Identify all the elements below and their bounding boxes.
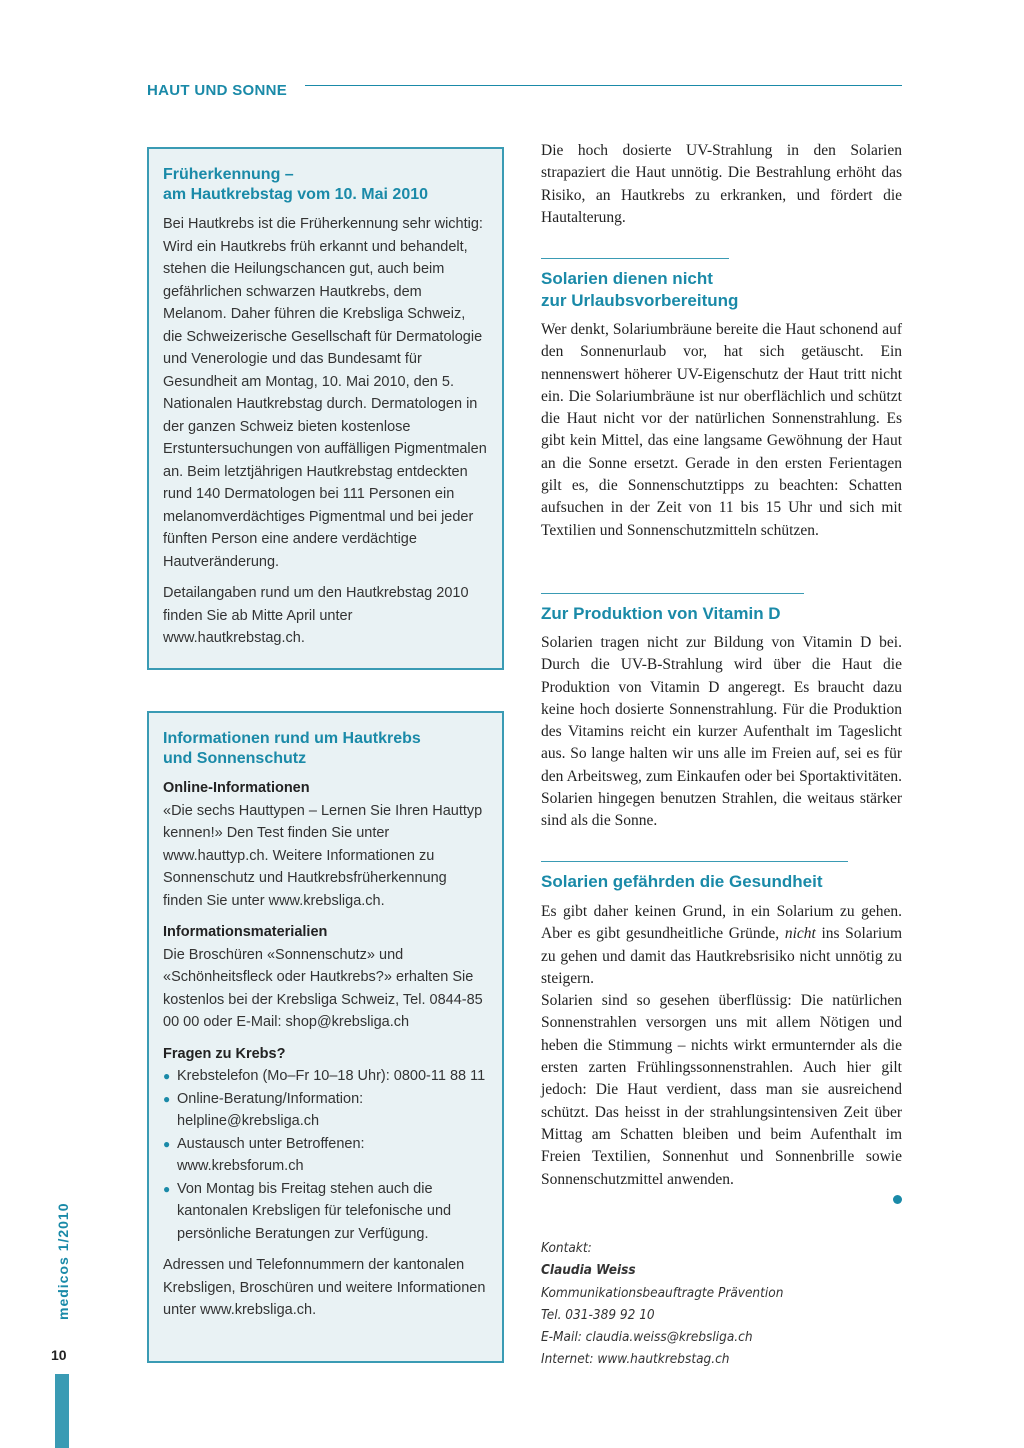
heading-gesundheit: Solarien gefährden die Gesundheit bbox=[541, 872, 823, 891]
list-item: ● Krebstelefon (Mo–Fr 10–18 Uhr): 0800-11 88 11 bbox=[163, 1065, 488, 1088]
section-rule bbox=[541, 258, 729, 259]
list-item: ● Von Montag bis Freitag stehen auch die kantonalen Krebsligen für telefonische und persönliche Beratungen zur Verfügung. bbox=[163, 1178, 488, 1246]
box-paragraph: «Die sechs Hauttypen – Lernen Sie Ihren Hauttyp kennen!» Den Test finden Sie unter www.hauttyp.ch. Weitere Informationen zu Sonnenschutz und Hautkrebsfrüherkennung finden Sie unter www.krebsliga.ch. bbox=[163, 802, 483, 909]
bullet-icon: ● bbox=[163, 1091, 171, 1106]
list-item: ● Online-Beratung/Information: helpline@krebsliga.ch bbox=[163, 1088, 488, 1133]
box-title: Früherkennung – am Hautkrebstag vom 10. Mai 2010 bbox=[163, 166, 429, 203]
contact-email: E-Mail: claudia.weiss@krebsliga.ch bbox=[541, 1329, 753, 1346]
bullet-icon: ● bbox=[163, 1181, 171, 1196]
section-header bbox=[147, 82, 902, 102]
bullet-icon: ● bbox=[163, 1136, 171, 1151]
subheading-questions: Fragen zu Krebs? bbox=[163, 1045, 286, 1062]
bullet-icon: ● bbox=[163, 1069, 171, 1083]
section-rule bbox=[541, 593, 804, 594]
box-paragraph: Adressen und Telefonnummern der kantonalen Krebsligen, Broschüren und weitere Informationen unter www.krebsliga.ch. bbox=[163, 1257, 486, 1318]
section-title: HAUT UND SONNE bbox=[147, 82, 291, 99]
contact-website: Internet: www.hautkrebstag.ch bbox=[541, 1351, 730, 1368]
page-number: 10 bbox=[51, 1347, 67, 1363]
box-paragraph: Detailangaben rund um den Hautkrebstag 2010 finden Sie ab Mitte April unter www.hautkrebstag.ch. bbox=[163, 585, 469, 646]
paragraph-gesundheit: Es gibt daher keinen Grund, in ein Solarium zu gehen. Aber es gibt gesundheitliche Gründe, nicht ins Solarium zu gehen und damit das Hautkrebsrisiko nicht unnötig zu steigern. Solarien sind so gesehen überflüssig: Die natürlichen Sonnenstrahlen versorgen uns mit allem Nötigen und heben die Stimmung – nichts wirkt ermunternder als die ersten zarten Frühlingssonnenstrahlen. Auch hier gilt jedoch: Die Haut verdient, dass man sie ausreichend schützt. Das heisst in der strahlungsintensiven Zeit über Mittag am Schatten bleiben und beim Aufenthalt im Freien Textilien, Sonnenhut und Sonnenbrille sowie Sonnenschutzmittel anwenden. bbox=[541, 903, 902, 1188]
subheading-online: Online-Informationen bbox=[163, 780, 310, 796]
box-title: Informationen rund um Hautkrebs und Sonnenschutz bbox=[163, 730, 421, 767]
box-paragraph: Bei Hautkrebs ist die Früherkennung sehr wichtig: Wird ein Hautkrebs früh erkannt und behandelt, stehen die Heilungschancen gut, auch beim gefährlichen schwarzen Hautkrebs, dem Melanom. Daher führen die Krebsliga Schweiz, die Schweizerische Gesellschaft für Dermatologie und Venerologie und das Bundesamt für Gesundheit am Montag, 10. Mai 2010, den 5. Nationalen Hautkrebstag durch. Dermatologen in der ganzen Schweiz bieten kostenlose Erstuntersuchungen von auffälligen Pigmentmalen an. Beim letztjährigen Hautkrebstag entdeckten rund 140 Dermatologen bei 111 Personen ein melanomverdächtiges Pigmentmal und bei jeder fünften Person eine andere verdächtige Hautveränderung. bbox=[163, 216, 487, 570]
section-rule bbox=[541, 861, 848, 862]
info-box-frueherkennung bbox=[147, 147, 504, 670]
paragraph-vitamin-d: Solarien tragen nicht zur Bildung von Vitamin D bei. Durch die UV-B-Strahlung wird über die Haut die Produktion von Vitamin D angeregt. Es braucht dazu keine hoch dosierte Sonnenstrahlung. Für die Produktion des Vitamins reicht ein kurzer Aufenthalt im Tageslicht aus. So lange halten wir uns alle im Freien auf, sei es für den Arbeitsweg, zum Einkaufen oder bei Sportaktivitäten. Solarien hingegen benutzen Strahlen, die weitaus stärker sind als die Sonne. bbox=[541, 634, 902, 830]
end-mark-icon bbox=[893, 1195, 902, 1204]
list-item: ● Austausch unter Betroffenen: www.krebsforum.ch bbox=[163, 1133, 488, 1178]
intro-paragraph: Die hoch dosierte UV-Strahlung in den Solarien strapaziert die Haut unnötig. Die Bestrahlung erhöht das Risiko, an Hautkrebs zu erkranken, und fördert die Hautalterung. bbox=[541, 142, 902, 226]
header-rule bbox=[305, 85, 902, 86]
side-accent-bar bbox=[55, 1374, 69, 1448]
contact-phone: Tel. 031-389 92 10 bbox=[541, 1306, 655, 1323]
subheading-materials: Informationsmaterialien bbox=[163, 924, 328, 940]
info-box-hautkrebs bbox=[147, 711, 504, 1363]
box-paragraph: Die Broschüren «Sonnenschutz» und «Schönheitsfleck oder Hautkrebs?» erhalten Sie kostenlos bei der Krebsliga Schweiz, Tel. 0844-85 00 00 oder E-Mail: shop@krebsliga.ch bbox=[163, 946, 483, 1030]
contact-block bbox=[541, 1237, 902, 1371]
contact-role: Kommunikationsbeauftragte Prävention bbox=[541, 1284, 784, 1301]
contact-name: Claudia Weiss bbox=[541, 1262, 636, 1279]
paragraph-urlaub: Wer denkt, Solariumbräune bereite die Haut schonend auf den Sonnenurlaub vor, hat sich getäuscht. Ein nennenswert höherer UV-Eigenschutz der Haut tritt nicht ein. Die Solariumbräune ist nur oberflächlich und schützt die Haut nicht vor der natürlichen Sonnenstrahlung. Es gibt kein Mittel, das eine langsame Gewöhnung der Haut an die Sonne ersetzt. Gerade in den ersten Ferientagen gilt es, die Sonnenschutztipps zu beachten: Schatten aufsuchen in der Zeit von 11 bis 15 Uhr und sich mit Textilien und Sonnenschutzmitteln schützen. bbox=[541, 321, 902, 539]
journal-name: medicos 1/2010 bbox=[55, 1202, 71, 1320]
heading-vitamin-d: Zur Produktion von Vitamin D bbox=[541, 604, 781, 623]
contact-label: Kontakt: bbox=[541, 1240, 592, 1256]
heading-urlaub: Solarien dienen nicht zur Urlaubsvorbereitung bbox=[541, 269, 739, 310]
